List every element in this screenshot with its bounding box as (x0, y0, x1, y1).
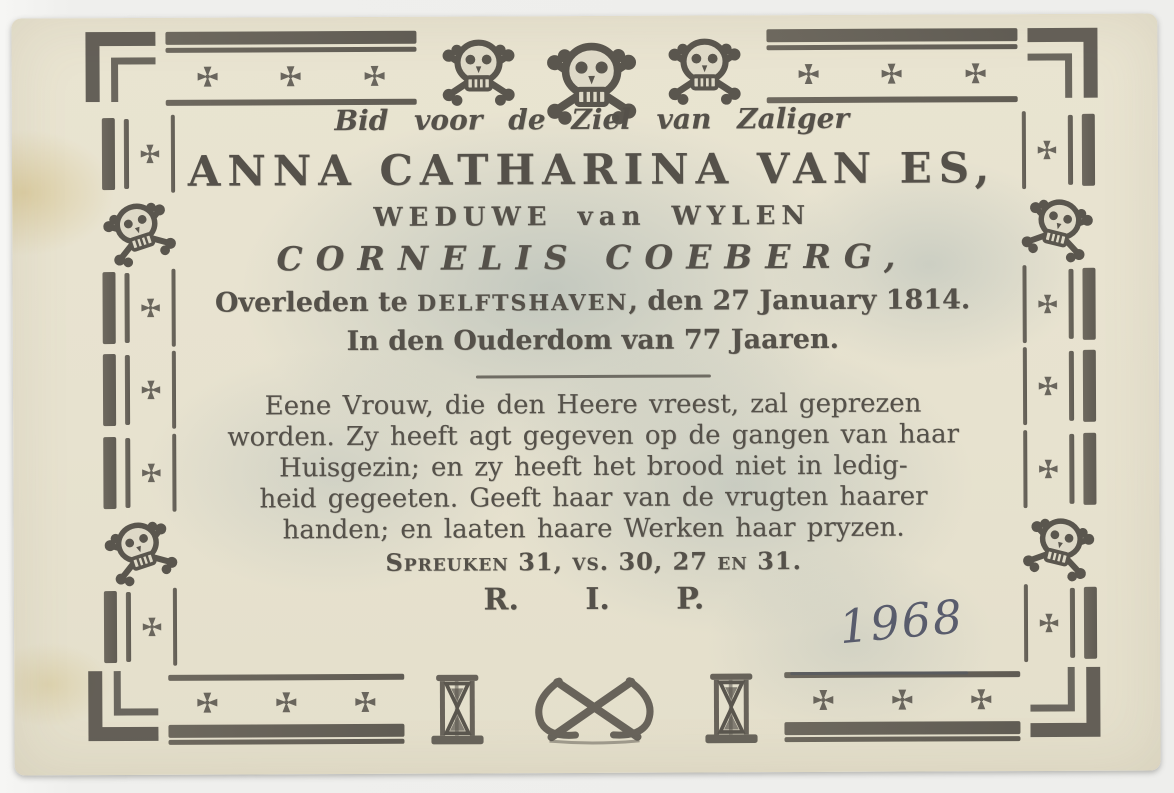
border-rail-segment (103, 433, 176, 513)
printer-bar (1083, 587, 1096, 659)
border-rail-segment (774, 667, 1030, 746)
corner-rule-icon (86, 671, 158, 749)
printer-bar (1069, 588, 1074, 658)
cross-row (766, 49, 1017, 97)
skull-crossbones-icon (1011, 184, 1105, 269)
maltese-cross-icon (1036, 457, 1060, 481)
printer-bar (1083, 433, 1096, 505)
maltese-cross-icon (879, 60, 905, 86)
divider-rule (475, 374, 710, 378)
skull-crossbones-icon (1013, 504, 1107, 589)
maltese-cross-icon (1035, 374, 1059, 398)
printer-bar (1082, 350, 1095, 422)
border-rail-segment (102, 350, 175, 430)
printer-bar (1022, 348, 1026, 426)
border-top (83, 26, 1099, 110)
death-place: DELFTSHAVEN (417, 289, 629, 317)
border-left (98, 114, 180, 667)
printer-bar (171, 351, 175, 429)
border-rail-segment (158, 670, 414, 749)
verse-line: handen; en laaten haare Werken haar pryzen. (282, 512, 905, 546)
corner-rule-icon (1030, 667, 1102, 745)
card-content (184, 100, 1002, 620)
printer-bar (784, 736, 1020, 742)
cross-row (166, 52, 417, 100)
printer-bar (1023, 430, 1027, 508)
hourglass-icon (429, 673, 485, 745)
maltese-cross-icon (273, 689, 299, 715)
printer-bar (170, 115, 174, 193)
maltese-cross-icon (963, 60, 989, 86)
printer-bar (171, 268, 175, 346)
handwritten-number: 1968 (836, 589, 967, 655)
printer-bar (1021, 111, 1025, 189)
printer-bar (1081, 114, 1094, 186)
printer-bar (124, 355, 129, 425)
border-rail-segment (102, 267, 175, 347)
scripture-verse (185, 388, 1002, 547)
border-rail-segment (756, 26, 1027, 107)
maltese-cross-icon (137, 142, 161, 166)
border-rail-segment (103, 587, 176, 667)
husband-name: CORNELIS COEBERG, (276, 236, 909, 279)
printer-bar (101, 118, 114, 190)
printer-bar (784, 721, 1020, 735)
border-rail-segment (1023, 583, 1096, 663)
death-line (185, 282, 1001, 323)
border-rail-segment (1021, 110, 1094, 190)
rip-line: R. I. P. (483, 581, 705, 618)
corner-rule-icon (83, 30, 155, 110)
border-rail-segment (101, 114, 174, 194)
printer-bar (125, 592, 130, 662)
printer-bar (168, 724, 404, 738)
maltese-cross-icon (968, 686, 994, 712)
border-bottom (86, 667, 1102, 749)
printer-bar (1023, 584, 1027, 662)
cross-row (168, 680, 404, 725)
scripture-reference: Spreuken 31, vs. 30, 27 en 31. (385, 546, 802, 577)
maltese-cross-icon (811, 687, 837, 713)
maltese-cross-icon (889, 687, 915, 713)
printer-bar (1068, 351, 1073, 421)
bottom-ornament-group (414, 668, 774, 748)
maltese-cross-icon (1034, 138, 1058, 162)
printer-bar (103, 591, 116, 663)
printer-bar (102, 355, 115, 427)
skull-crossbones-icon (91, 505, 188, 595)
printer-bar (1069, 434, 1074, 504)
skull-crossbones-icon (432, 32, 524, 108)
verse-line: heid gegeeten. Geeft haar van de vrugten haarer (259, 481, 928, 515)
widow-line: WEDUWE van WYLEN (373, 201, 812, 233)
printer-bar (102, 272, 115, 344)
death-prefix: Overleden te (214, 286, 418, 319)
maltese-cross-icon (194, 63, 220, 89)
crossed-scythes-icon (514, 675, 674, 746)
invocation-line: Bid voor de Ziel van Zaliger (334, 101, 850, 138)
printer-bar (169, 739, 405, 745)
maltese-cross-icon (195, 690, 221, 716)
printer-bar (103, 437, 116, 509)
top-skull-group (426, 27, 756, 108)
maltese-cross-icon (1036, 611, 1060, 635)
printer-bar (168, 674, 404, 681)
verse-line: Eene Vrouw, die den Heere vreest, zal geprezen (264, 388, 922, 422)
age-line: In den Ouderdom van 77 Jaaren. (346, 323, 840, 358)
maltese-cross-icon (138, 378, 162, 402)
verse-line: Huisgezin; en zy heeft het brood niet in ledig- (279, 450, 908, 484)
maltese-cross-icon (138, 296, 162, 320)
hourglass-icon (704, 672, 760, 744)
maltese-cross-icon (1035, 292, 1059, 316)
skull-crossbones-icon (90, 186, 187, 276)
border-rail-segment (1023, 429, 1096, 509)
border-rail-segment (1022, 346, 1095, 426)
printer-bar (125, 438, 130, 508)
cross-row (784, 677, 1020, 722)
maltese-cross-icon (278, 63, 304, 89)
printer-bar (124, 273, 129, 343)
corner-rule-icon (1027, 26, 1099, 106)
death-suffix: , den 27 January 1814. (628, 284, 971, 317)
printer-bar (766, 28, 1017, 42)
printer-bar (172, 588, 176, 666)
printer-bar (172, 434, 176, 512)
printer-bar (1082, 267, 1095, 339)
maltese-cross-icon (795, 60, 821, 86)
printer-bar (123, 119, 128, 189)
border-right (1018, 110, 1100, 663)
border-rail-segment (1022, 263, 1095, 343)
maltese-cross-icon (362, 62, 388, 88)
printer-bar (1022, 265, 1026, 343)
deceased-name: ANNA CATHARINA VAN ES, (187, 143, 997, 196)
printer-bar (165, 31, 416, 45)
memorial-card (11, 14, 1160, 776)
border-rail-segment (155, 29, 426, 110)
maltese-cross-icon (139, 615, 163, 639)
skull-crossbones-icon (659, 31, 751, 107)
printer-bar (1068, 269, 1073, 339)
maltese-cross-icon (352, 689, 378, 715)
printer-bar (1067, 115, 1072, 185)
verse-line: worden. Zy heeft agt gegeven op de gangen van haar (227, 419, 960, 453)
maltese-cross-icon (139, 461, 163, 485)
